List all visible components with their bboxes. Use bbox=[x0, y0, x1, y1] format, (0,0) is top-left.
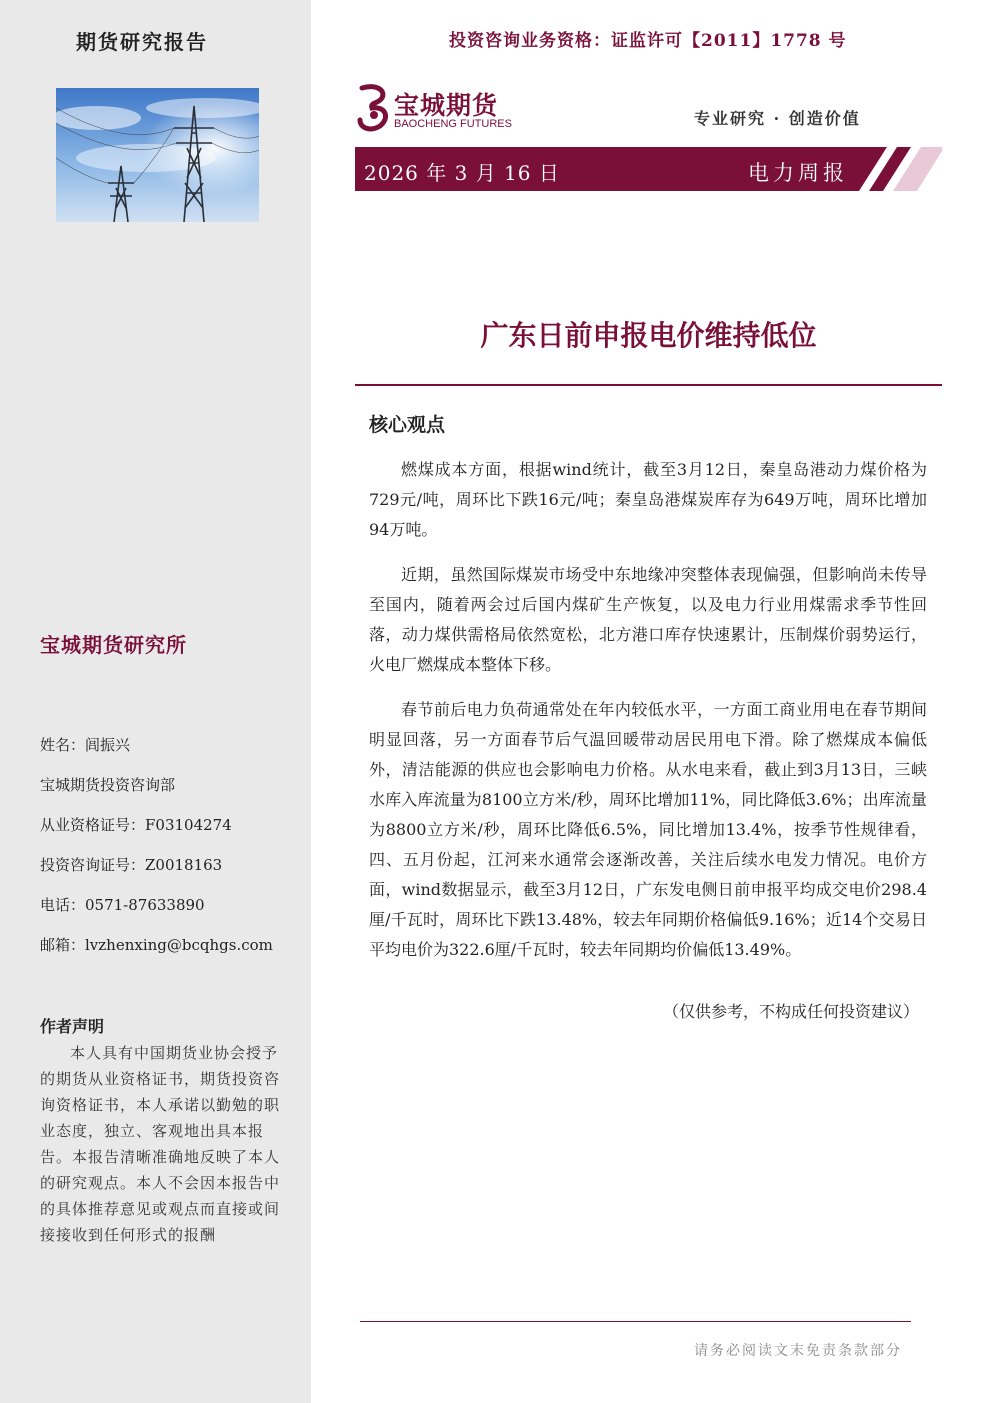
logo-chinese-name: 宝城期货 bbox=[394, 91, 499, 120]
slogan: 专业研究 · 创造价值 bbox=[694, 109, 861, 128]
paragraph: 燃煤成本方面，根据wind统计，截至3月12日，秦皇岛港动力煤价格为729元/吨，周环比下跌16元/吨；秦皇岛港煤炭库存为649万吨，周环比增加94万吨。 bbox=[369, 460, 927, 539]
sidebar bbox=[0, 0, 311, 1403]
footer-divider bbox=[360, 1321, 911, 1322]
declaration-heading: 作者声明 bbox=[40, 1017, 105, 1036]
page-title: 广东日前申报电价维持低位 bbox=[480, 319, 817, 352]
logo-b-icon bbox=[356, 84, 392, 132]
declaration-text: 本人具有中国期货业协会授予的期货从业资格证书，期货投资咨询资格证书，本人承诺以勤勉的职业态度，独立、客观地出具本报告。本报告清晰准确地反映了本人的研究观点。本人不会因本报告中的具体推荐意见或观点而直接或间接接收到任何形式的报酬 bbox=[40, 1044, 281, 1244]
investment-disclaimer: （仅供参考，不构成任何投资建议） bbox=[662, 1002, 919, 1021]
power-tower-photo bbox=[56, 88, 259, 222]
license-line: 投资咨询业务资格：证监许可【2011】1778 号 bbox=[449, 31, 847, 51]
research-institute-name: 宝城期货研究所 bbox=[40, 633, 187, 657]
title-divider bbox=[355, 384, 942, 386]
analyst-name: 姓名：闾振兴 bbox=[40, 736, 131, 754]
paragraph: 近期，虽然国际煤炭市场受中东地缘冲突整体表现偏强，但影响尚未传导至国内，随着两会过后国内煤矿生产恢复，以及电力行业用煤需求季节性回落，动力煤供需格局依然宽松，北方港口库存快速累计，压制煤价弱势运行，火电厂燃煤成本整体下移。 bbox=[369, 565, 927, 674]
report-category: 电力周报 bbox=[748, 161, 848, 185]
company-logo bbox=[356, 84, 526, 134]
consulting-number: 投资咨询证号：Z0018163 bbox=[40, 856, 223, 874]
qualification-number: 从业资格证号：F03104274 bbox=[40, 816, 232, 834]
paragraph: 春节前后电力负荷通常处在年内较低水平，一方面工商业用电在春节期间明显回落，另一方面春节后气温回暖带动居民用电下滑。除了燃煤成本偏低外，清洁能源的供应也会影响电力价格。从水电来看，截止到3月13日，三峡水库入库流量为8100立方米/秒，周环比增加11%，同比降低3.6%；出库流量为8800立方米/秒，周环比降低6.5%，同比增加13.4%，按季节性规律看，四、五月份起，江河来水通常会逐渐改善，关注后续水电发力情况。电价方面，wind数据显示，截至3月12日，广东发电侧日前申报平均成交电价298.4厘/千瓦时，周环比下跌13.48%，较去年同期价格偏低9.16%；近14个交易日平均电价为322.6厘/千瓦时，较去年同期均价偏低13.49%。 bbox=[369, 700, 927, 959]
analyst-contact bbox=[40, 735, 273, 975]
report-type-label: 期货研究报告 bbox=[76, 30, 208, 54]
section-heading: 核心观点 bbox=[369, 414, 446, 436]
article-body bbox=[369, 455, 927, 980]
analyst-email: 邮箱：lvzhenxing@bcqhgs.com bbox=[40, 936, 273, 954]
footer-note: 请务必阅读文末免责条款部分 bbox=[694, 1343, 902, 1359]
analyst-department: 宝城期货投资咨询部 bbox=[40, 776, 176, 794]
report-date: 2026 年 3 月 16 日 bbox=[364, 161, 560, 185]
logo-english-name: BAOCHENG FUTURES bbox=[394, 118, 512, 130]
analyst-phone: 电话：0571-87633890 bbox=[40, 896, 205, 914]
